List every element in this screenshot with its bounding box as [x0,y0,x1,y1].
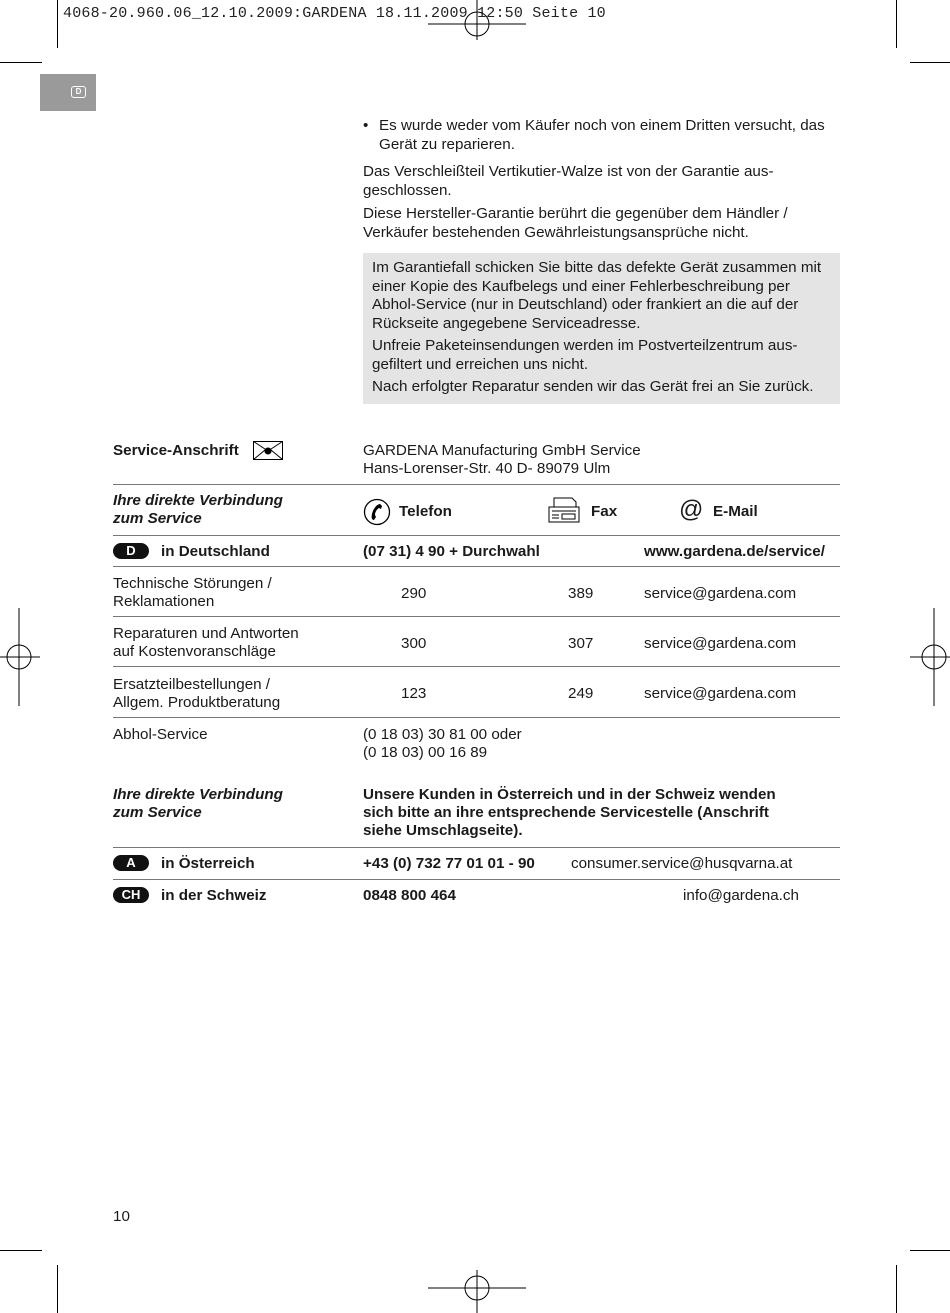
germany-phone: (07 31) 4 90 + Durchwahl [363,543,540,560]
email-column-header: E-Mail [713,503,758,520]
switzerland-phone: 0848 800 464 [363,887,456,904]
service-row-phone: 123 [401,685,427,702]
language-d-icon: D [71,86,86,98]
pickup-service-label: Abhol-Service [113,726,208,743]
germany-label: in Deutschland [161,543,270,560]
service-row-label-line1: Technische Störungen / [113,575,272,592]
registration-mark-bottom-icon [428,1270,526,1313]
service-row-label-line2: Reklamationen [113,593,215,610]
paragraph-warranty: Diese Hersteller-Garantie berührt die gegenüber dem Händler / Verkäufer bestehenden Gewährleistungsansprüche nicht. [363,205,788,241]
registration-mark-top-icon [428,0,526,40]
service-row-label-line2: auf Kostenvoranschläge [113,643,276,660]
registration-mark-left-icon [0,608,40,706]
pickup-phone-line2: (0 18 03) 00 16 89 [363,744,488,761]
service-address-line1: GARDENA Manufacturing GmbH Service [363,442,641,459]
country-badge-austria: A [113,855,149,871]
service-row-email: service@gardena.com [644,685,797,702]
fax-icon [548,496,580,524]
page-number: 10 [113,1208,130,1225]
austria-phone: +43 (0) 732 77 01 01 - 90 [363,855,535,872]
foreign-header-label-line2: zum Service [113,804,202,821]
notice-paragraph: Nach erfolgter Reparatur senden wir das Gerät frei an Sie zurück. [372,378,814,395]
table-divider [113,484,840,485]
germany-web: www.gardena.de/service/ [644,543,825,560]
warranty-notice-box [363,253,840,404]
table-divider [113,535,840,536]
registration-mark-right-icon [910,608,950,706]
phone-column-header: Telefon [399,503,452,520]
contact-header-label-line2: zum Service [113,510,202,527]
phone-icon [363,498,391,526]
foreign-note-line1: Unsere Kunden in Österreich und in der Schweiz wenden [363,786,776,803]
foreign-header-label-line1: Ihre direkte Verbindung [113,786,283,803]
table-divider [113,879,840,880]
notice-paragraph: Unfreie Paketeinsendungen werden im Postverteilzentrum aus-gefiltert und erreichen uns nicht. [372,337,798,373]
service-row-label-line2: Allgem. Produktberatung [113,694,281,711]
email-at-icon: @ [679,496,704,523]
service-row-fax: 249 [568,685,594,702]
service-row-label-line1: Reparaturen und Antworten [113,625,299,642]
foreign-note-line3: siehe Umschlagseite). [363,822,523,839]
pickup-phone-line1: (0 18 03) 30 81 00 oder [363,726,522,743]
table-divider [113,566,840,567]
service-row-fax: 389 [568,585,594,602]
austria-label: in Österreich [161,855,255,872]
service-row-email: service@gardena.com [644,585,797,602]
bullet-text: Es wurde weder vom Käufer noch von einem Dritten versucht, das Gerät zu reparieren. [379,117,825,153]
service-row-email: service@gardena.com [644,635,797,652]
foreign-note-line2: sich bitte an ihre entsprechende Servicestelle (Anschrift [363,804,769,821]
table-divider [113,717,840,718]
service-row-phone: 290 [401,585,427,602]
service-row-phone: 300 [401,635,427,652]
contact-header-label-line1: Ihre direkte Verbindung [113,492,283,509]
service-address-line2: Hans-Lorenser-Str. 40 D- 89079 Ulm [363,460,611,477]
austria-email: consumer.service@husqvarna.at [571,855,793,872]
service-address-label: Service-Anschrift [113,442,239,459]
switzerland-email: info@gardena.ch [683,887,799,904]
language-tab [40,74,96,111]
paragraph-wear-part: Das Verschleißteil Vertikutier-Walze ist von der Garantie aus-geschlossen. [363,163,774,199]
bullet-item: • Es wurde weder vom Käufer noch von einem Dritten versucht, das Gerät zu reparieren. [363,117,833,154]
table-divider [113,616,840,617]
table-divider [113,847,840,848]
service-row-fax: 307 [568,635,594,652]
country-badge-germany: D [113,543,149,559]
table-divider [113,666,840,667]
service-row-label-line1: Ersatzteilbestellungen / [113,676,271,693]
print-slug: 4068-20.960.06_12.10.2009:GARDENA 18.11.2009 12:50 Seite 10 [63,5,606,22]
switzerland-label: in der Schweiz [161,887,267,904]
notice-paragraph: Im Garantiefall schicken Sie bitte das defekte Gerät zusammen mit einer Kopie des Kaufbelegs und einer Fehlerbeschreibung per Abhol-Service (nur in Deutschland) oder frankiert an die auf der Rückseite angegebene Serviceadresse. [372,259,822,332]
country-badge-switzerland: CH [113,887,149,903]
fax-column-header: Fax [591,503,618,520]
envelope-icon [253,441,283,460]
